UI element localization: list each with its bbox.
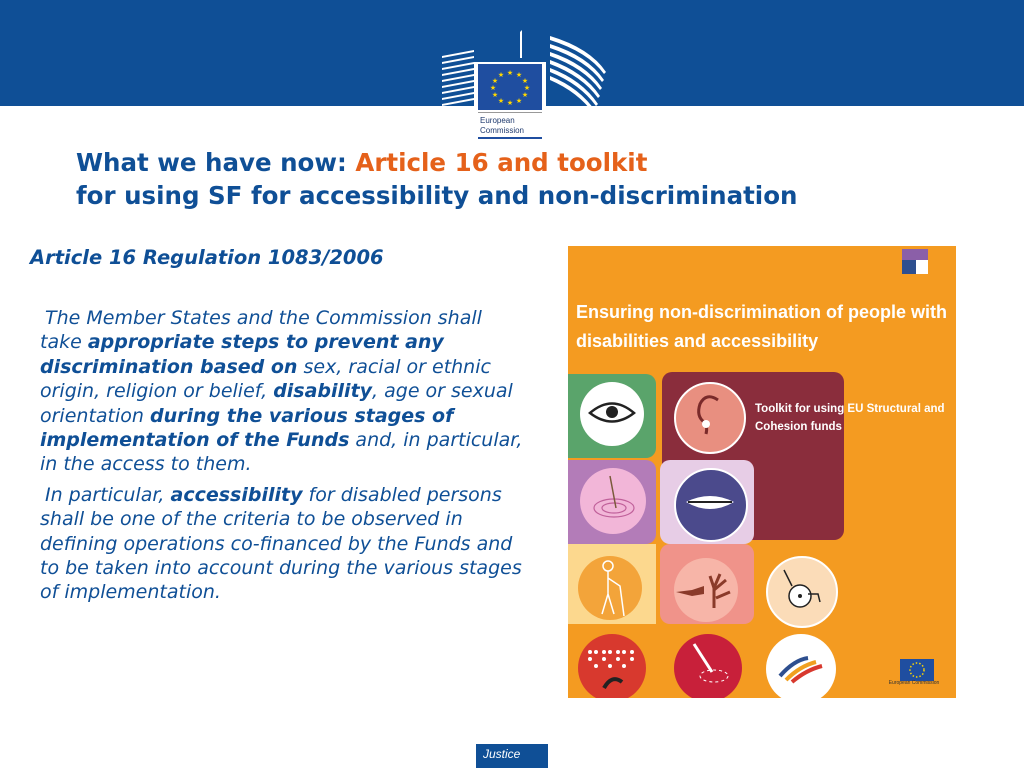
text-span: for disabled persons shall be one of the criteria to be observed in defining operations co-financed by the Funds and to be taken into account during the various stages of implementation. (40, 483, 522, 604)
svg-text:★: ★ (521, 77, 529, 85)
cover-subtitle: Toolkit for using EU Structural and Cohesion funds (755, 403, 945, 433)
title-prefix: What we have now: (76, 148, 356, 177)
cover-corner-logo-part (902, 260, 916, 274)
svg-text:★: ★ (489, 84, 497, 92)
article-text (40, 306, 526, 611)
touch-icon (584, 474, 642, 528)
svg-text:★: ★ (521, 91, 529, 99)
bold-span: accessibility (170, 483, 303, 506)
justice-badge (476, 744, 548, 768)
title-highlight: Article 16 and toolkit (355, 148, 648, 177)
bold-span: disability (273, 380, 373, 403)
cover-corner-logo-part (916, 260, 928, 274)
logo-text-line2: Commission (480, 126, 525, 135)
bold-span: during the various stages of implementation of the Funds (40, 404, 454, 452)
european-commission-logo (440, 28, 608, 144)
justice-label: Justice (483, 747, 521, 761)
walking-cane-icon (590, 558, 630, 618)
svg-text:★: ★ (523, 84, 531, 92)
svg-text:★: ★ (497, 97, 505, 105)
braille-icon (582, 644, 642, 694)
eu-flag-icon (900, 659, 934, 681)
text-span: , age or sexual orientation (40, 380, 513, 427)
wheelchair-icon (780, 568, 822, 612)
needle-icon (682, 640, 736, 694)
article-subheading: Article 16 Regulation 1083/2006 (30, 246, 384, 269)
cover-title: Ensuring non-discrimination of people with disabilities and accessibility (576, 302, 947, 351)
ribbon-icon (778, 654, 824, 684)
mouth-icon (684, 492, 736, 516)
ear-icon (692, 392, 726, 440)
svg-text:★: ★ (515, 71, 523, 79)
toolkit-cover (568, 246, 956, 698)
paragraph-1 (40, 306, 526, 477)
svg-text:★: ★ (506, 69, 514, 77)
slide-title (76, 146, 996, 212)
sign-language-icon (674, 568, 738, 612)
logo-text-line1: European (480, 116, 515, 125)
text-span: and, in particular, in the access to them. (40, 429, 523, 476)
eu-flag-building-icon (440, 28, 608, 144)
bold-span: appropriate steps to prevent any discrimination based on (40, 331, 444, 378)
svg-text:★: ★ (506, 99, 514, 107)
text-span: The Member States and the Commission shall take (40, 307, 482, 354)
svg-text:★: ★ (491, 77, 499, 85)
svg-text:★: ★ (491, 91, 499, 99)
cover-eu-flag (900, 659, 934, 681)
paragraph-2 (40, 483, 526, 605)
eye-icon (588, 398, 636, 428)
cover-footer-label: European Commission (888, 680, 940, 686)
title-line2: for using SF for accessibility and non-discrimination (76, 181, 798, 210)
text-span: sex, racial or ethnic origin, religion or belief, (40, 355, 491, 403)
svg-text:★: ★ (515, 97, 523, 105)
text-span: In particular, (45, 483, 171, 506)
svg-text:★: ★ (497, 71, 505, 79)
